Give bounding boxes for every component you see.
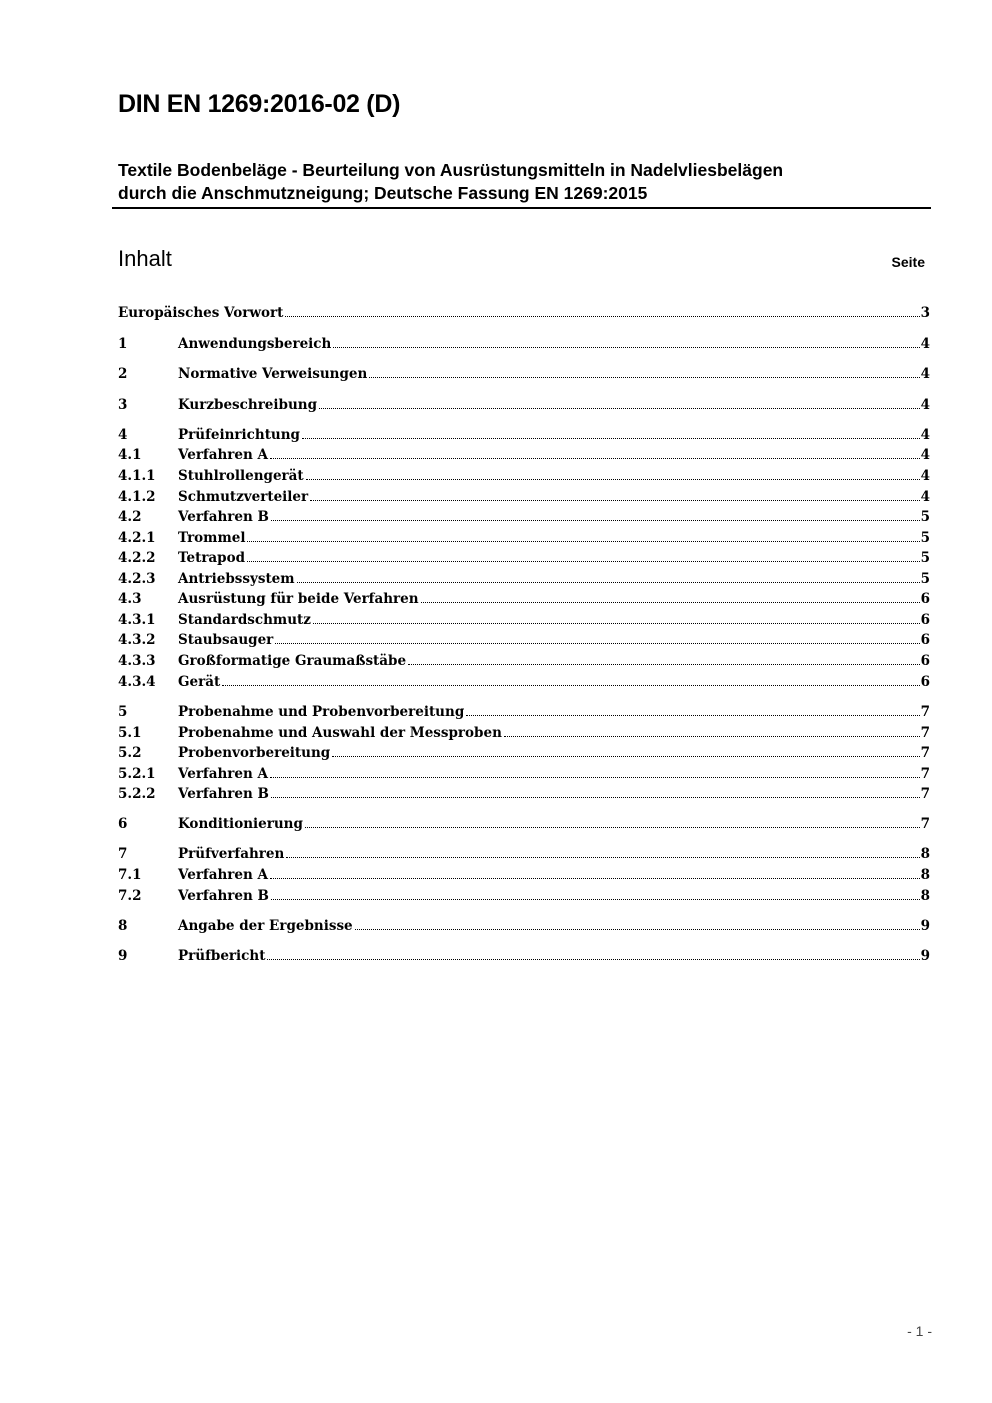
toc-entry-page: 4 <box>920 489 930 505</box>
toc-dot-leader <box>355 929 920 930</box>
toc-entry-label: Verfahren B <box>178 888 269 904</box>
toc-entry-page: 5 <box>920 509 930 525</box>
toc-entry-number: 5 <box>118 704 128 720</box>
toc-entry-number: 5.2.2 <box>118 786 156 802</box>
toc-dot-leader <box>305 827 920 828</box>
toc-entry-label: Normative Verweisungen <box>178 366 368 382</box>
title-divider <box>112 207 931 209</box>
toc-entry-number: 6 <box>118 816 128 832</box>
toc-entry-number: 4.2.2 <box>118 550 156 566</box>
toc-entry-number: 4.3 <box>118 591 142 607</box>
toc-heading: Inhalt <box>118 246 172 271</box>
toc-entry[interactable] <box>118 487 930 507</box>
document-subtitle-line-2: durch die Anschmutzneigung; Deutsche Fassung EN 1269:2015 <box>118 183 648 203</box>
toc-entry-page: 4 <box>920 427 930 443</box>
toc-entry[interactable] <box>118 814 930 834</box>
toc-entry-number: 4.2 <box>118 509 142 525</box>
toc-dot-leader <box>310 500 919 501</box>
toc-entry-page: 7 <box>920 786 930 802</box>
toc-entry[interactable] <box>118 303 930 323</box>
toc-entry[interactable] <box>118 723 930 743</box>
toc-entry-label: Prüfeinrichtung <box>178 427 301 443</box>
toc-entry-label: Verfahren B <box>178 786 269 802</box>
toc-dot-leader <box>247 561 920 562</box>
toc-dot-leader <box>271 797 920 798</box>
toc-entry-number: 4.1.1 <box>118 468 156 484</box>
toc-entry-label: Probenahme und Auswahl der Messproben <box>178 725 502 741</box>
toc-entry[interactable] <box>118 764 930 784</box>
toc-entry[interactable] <box>118 916 930 936</box>
toc-entry-page: 7 <box>920 745 930 761</box>
toc-entry-label: Trommel <box>178 530 246 546</box>
toc-entry[interactable] <box>118 610 930 630</box>
toc-dot-leader <box>306 479 920 480</box>
toc-entry[interactable] <box>118 630 930 650</box>
toc-dot-leader <box>302 438 920 439</box>
toc-entry[interactable] <box>118 445 930 465</box>
toc-entry-label: Standardschmutz <box>178 612 311 628</box>
toc-entry-number: 5.2.1 <box>118 766 156 782</box>
toc-entry[interactable] <box>118 425 930 445</box>
toc-entry-page: 5 <box>920 571 930 587</box>
toc-entry[interactable] <box>118 784 930 804</box>
toc-entry-number: 4.3.1 <box>118 612 156 628</box>
toc-entry-number: 5.2 <box>118 745 142 761</box>
toc-entry-label: Verfahren A <box>178 867 268 883</box>
toc-entry-label: Schmutzverteiler <box>178 489 309 505</box>
toc-entry-label: Stuhlrollengerät <box>178 468 304 484</box>
toc-entry-label: Prüfverfahren <box>178 846 285 862</box>
toc-entry-page: 3 <box>920 305 930 321</box>
toc-entry-page: 6 <box>920 653 930 669</box>
toc-entry-number: 4.3.2 <box>118 632 156 648</box>
toc-entry[interactable] <box>118 364 930 384</box>
toc-entry-label: Europäisches Vorwort <box>118 305 284 321</box>
toc-entry[interactable] <box>118 466 930 486</box>
toc-dot-leader <box>270 777 920 778</box>
toc-dot-leader <box>271 520 920 521</box>
toc-dot-leader <box>333 347 919 348</box>
toc-entry-number: 9 <box>118 948 128 964</box>
toc-dot-leader <box>421 602 920 603</box>
toc-dot-leader <box>270 458 920 459</box>
toc-entry-label: Prüfbericht <box>178 948 266 964</box>
toc-dot-leader <box>466 715 919 716</box>
toc-page-column-label: Seite <box>891 254 925 270</box>
toc-entry[interactable] <box>118 589 930 609</box>
toc-entry-page: 4 <box>920 468 930 484</box>
toc-entry-label: Probenahme und Probenvorbereitung <box>178 704 465 720</box>
toc-entry-number: 1 <box>118 336 128 352</box>
toc-dot-leader <box>313 623 920 624</box>
document-title: DIN EN 1269:2016-02 (D) <box>118 90 401 118</box>
toc-entry-page: 7 <box>920 725 930 741</box>
toc-entry-number: 4.1.2 <box>118 489 156 505</box>
toc-entry-label: Gerät <box>178 674 221 690</box>
toc-entry-number: 7.1 <box>118 867 142 883</box>
toc-entry-number: 3 <box>118 397 128 413</box>
toc-entry-number: 7 <box>118 846 128 862</box>
toc-entry-page: 6 <box>920 591 930 607</box>
toc-entry-page: 6 <box>920 632 930 648</box>
toc-entry-label: Kurzbeschreibung <box>178 397 318 413</box>
toc-entry-page: 8 <box>920 888 930 904</box>
toc-entry[interactable] <box>118 507 930 527</box>
toc-dot-leader <box>504 736 920 737</box>
toc-entry[interactable] <box>118 651 930 671</box>
toc-entry-label: Großformatige Graumaßstäbe <box>178 653 407 669</box>
toc-entry-page: 7 <box>920 766 930 782</box>
toc-entry-page: 5 <box>920 530 930 546</box>
toc-dot-leader <box>275 643 919 644</box>
toc-dot-leader <box>332 756 919 757</box>
toc-entry-page: 4 <box>920 397 930 413</box>
toc-dot-leader <box>247 541 919 542</box>
toc-dot-leader <box>408 664 920 665</box>
toc-entry-number: 4.2.3 <box>118 571 156 587</box>
toc-entry[interactable] <box>118 702 930 722</box>
toc-entry-page: 4 <box>920 366 930 382</box>
toc-dot-leader <box>319 408 920 409</box>
toc-entry-number: 4 <box>118 427 128 443</box>
toc-entry-number: 5.1 <box>118 725 142 741</box>
toc-entry-number: 2 <box>118 366 128 382</box>
toc-entry-label: Angabe der Ergebnisse <box>178 918 353 934</box>
toc-dot-leader <box>270 878 920 879</box>
toc-dot-leader <box>285 316 919 317</box>
toc-entry-page: 9 <box>920 918 930 934</box>
toc-entry-page: 4 <box>920 447 930 463</box>
toc-entry-number: 4.3.3 <box>118 653 156 669</box>
toc-entry-number: 8 <box>118 918 128 934</box>
toc-entry-page: 5 <box>920 550 930 566</box>
toc-entry-label: Anwendungsbereich <box>178 336 332 352</box>
toc-entry-number: 4.2.1 <box>118 530 156 546</box>
toc-entry-page: 8 <box>920 846 930 862</box>
toc-entry-page: 6 <box>920 674 930 690</box>
toc-entry[interactable] <box>118 569 930 589</box>
toc-entry[interactable] <box>118 395 930 415</box>
toc-entry-page: 9 <box>920 948 930 964</box>
toc-entry-number: 7.2 <box>118 888 142 904</box>
toc-entry[interactable] <box>118 334 930 354</box>
toc-entry-number: 4.3.4 <box>118 674 156 690</box>
toc-entry-page: 7 <box>920 816 930 832</box>
document-subtitle-line-1: Textile Bodenbeläge - Beurteilung von Ausrüstungsmitteln in Nadelvliesbelägen <box>118 160 784 180</box>
page-number: - 1 - <box>907 1323 932 1339</box>
toc-dot-leader <box>267 959 919 960</box>
toc-entry-label: Ausrüstung für beide Verfahren <box>178 591 419 607</box>
toc-dot-leader <box>271 899 920 900</box>
toc-entry[interactable] <box>118 528 930 548</box>
toc-entry[interactable] <box>118 886 930 906</box>
toc-entry-label: Antriebssystem <box>178 571 295 587</box>
toc-entry-label: Verfahren B <box>178 509 269 525</box>
toc-entry-label: Verfahren A <box>178 766 268 782</box>
toc-entry[interactable] <box>118 743 930 763</box>
toc-entry-label: Staubsauger <box>178 632 274 648</box>
toc-entry-page: 7 <box>920 704 930 720</box>
toc-entry-page: 8 <box>920 867 930 883</box>
toc-entry[interactable] <box>118 548 930 568</box>
toc-entry-label: Probenvorbereitung <box>178 745 331 761</box>
toc-dot-leader <box>286 857 919 858</box>
toc-entry[interactable] <box>118 844 930 864</box>
toc-entry[interactable] <box>118 865 930 885</box>
toc-dot-leader <box>222 685 919 686</box>
document-subtitle <box>118 159 930 205</box>
toc-entry-label: Tetrapod <box>178 550 246 566</box>
toc-entry[interactable] <box>118 672 930 692</box>
toc-entry-page: 4 <box>920 336 930 352</box>
toc-entry[interactable] <box>118 946 930 966</box>
toc-dot-leader <box>369 377 919 378</box>
toc-entry-label: Verfahren A <box>178 447 268 463</box>
toc-dot-leader <box>297 582 920 583</box>
toc-entry-page: 6 <box>920 612 930 628</box>
toc-entry-number: 4.1 <box>118 447 142 463</box>
toc-entry-label: Konditionierung <box>178 816 303 832</box>
